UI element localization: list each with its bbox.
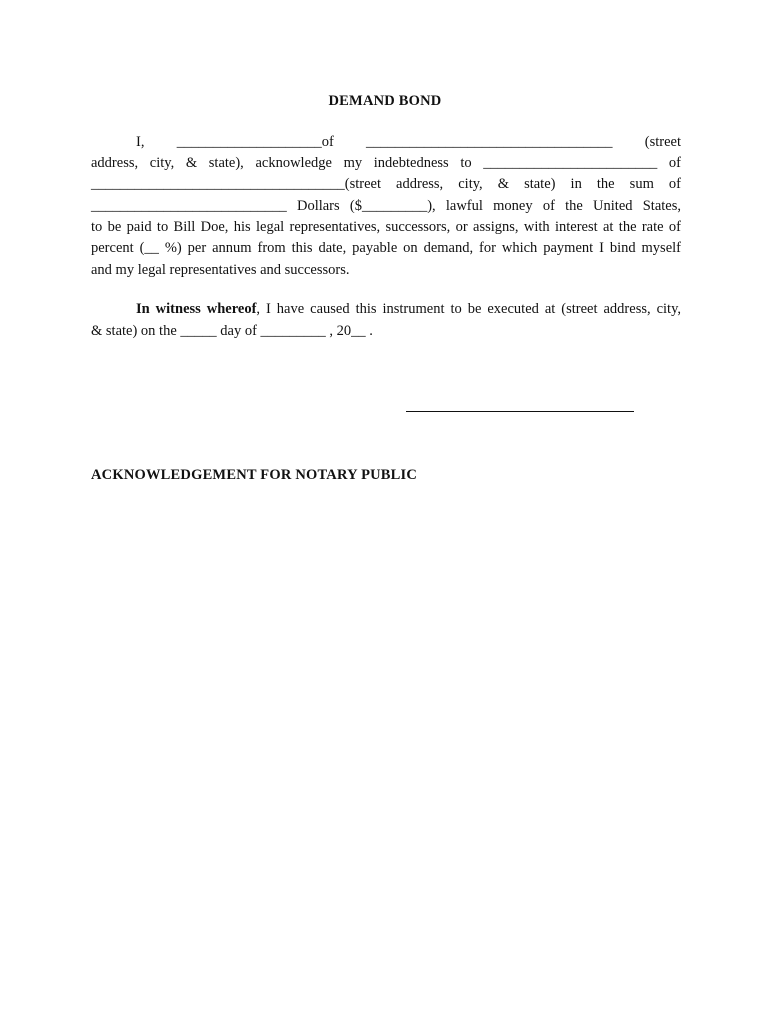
acknowledgement-heading: ACKNOWLEDGEMENT FOR NOTARY PUBLIC	[91, 467, 418, 483]
witness-bold-lead: In witness whereof	[136, 301, 257, 317]
bond-text-line-3: ___________________________________(street address, city, & state) in the sum of	[91, 176, 681, 192]
witness-line-1	[136, 299, 681, 320]
bond-text-line-4: ___________________________ Dollars ($_________), lawful money of the United States,	[91, 198, 681, 214]
bond-text-line-1: I, ____________________of __________________________________ (street	[136, 134, 681, 150]
witness-line-1-rest: , I have caused this instrument to be executed at (street address, city,	[256, 301, 681, 317]
signature-line	[406, 411, 634, 412]
bond-text-line-2: address, city, & state), acknowledge my indebtedness to ________________________ of	[91, 155, 681, 171]
bond-text-line-6: percent (__ %) per annum from this date, payable on demand, for which payment I bind myself	[91, 240, 681, 256]
document-title: DEMAND BOND	[328, 93, 442, 109]
bond-text-line-7: and my legal representatives and successors.	[91, 262, 350, 278]
witness-line-2: & state) on the _____ day of _________ , 20__ .	[91, 323, 373, 339]
bond-text-line-5: to be paid to Bill Doe, his legal representatives, successors, or assigns, with interest at the rate of	[91, 219, 681, 235]
